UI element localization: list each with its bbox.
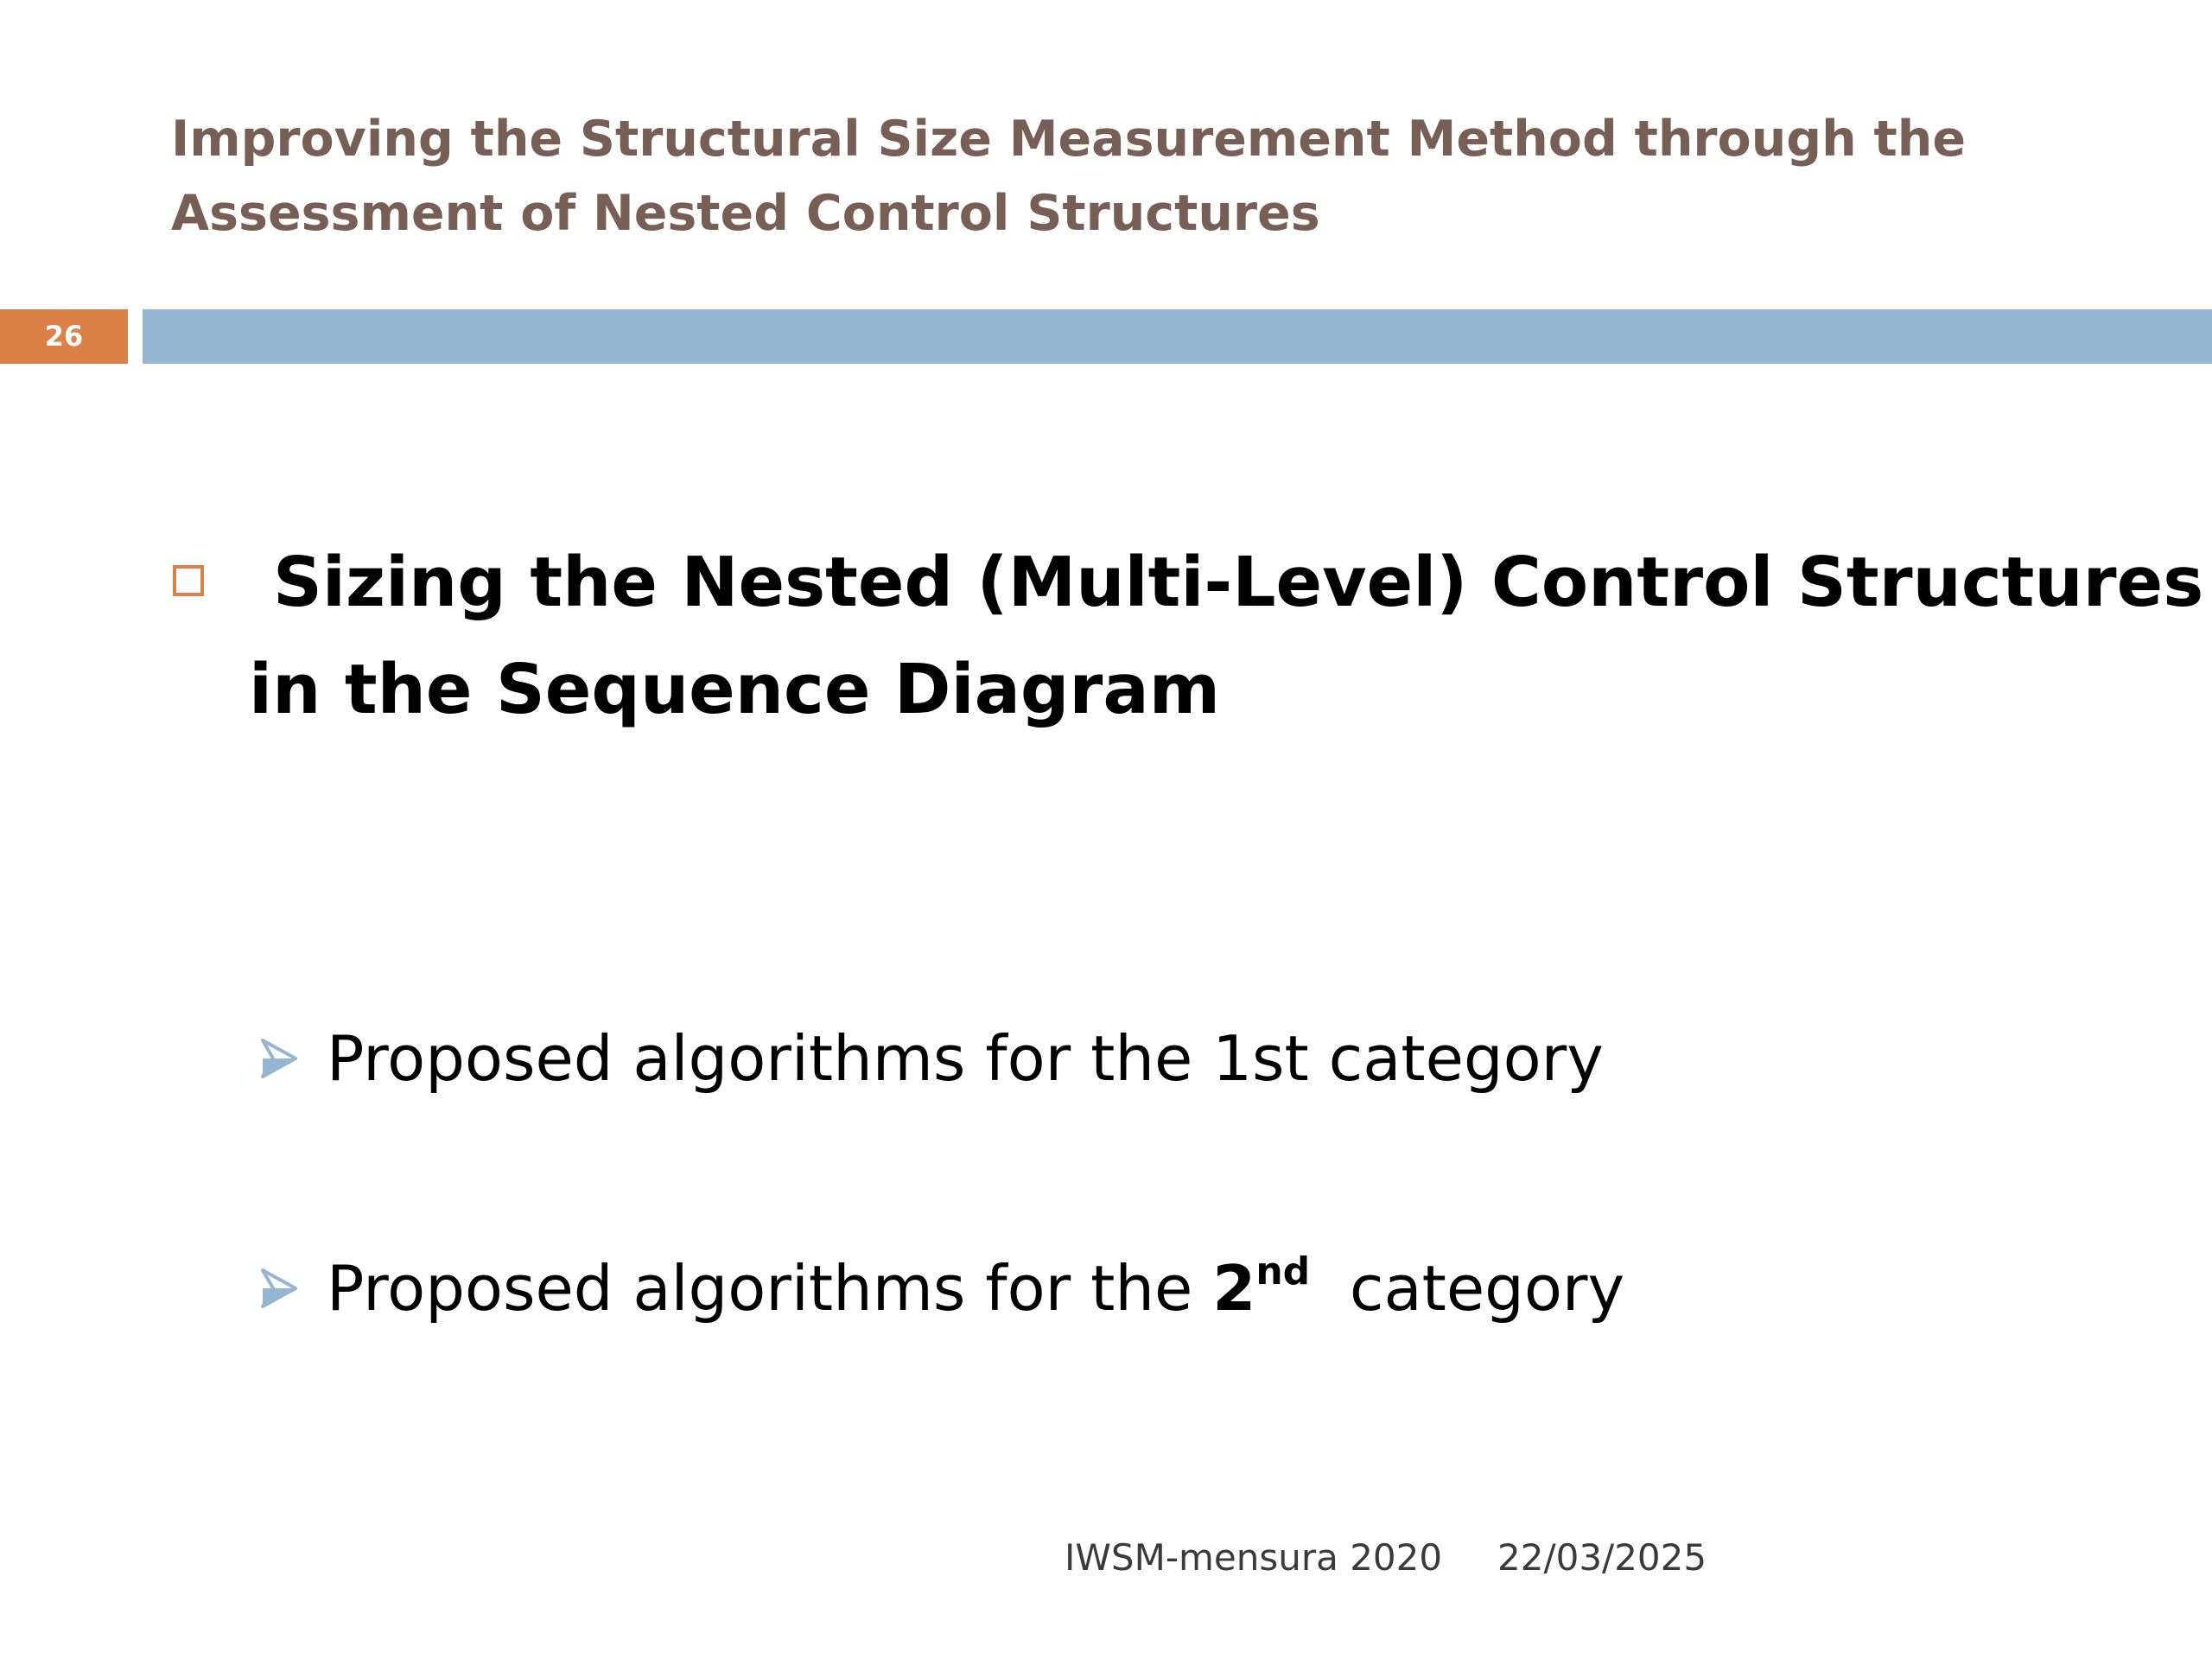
slide-number-badge: 26	[0, 309, 128, 364]
ordinal-number: 2	[1212, 1252, 1256, 1325]
title-accent-bar	[143, 309, 2212, 364]
sub-bullet-first-category	[259, 1011, 2074, 1106]
main-bullet-text	[249, 529, 2212, 743]
arrowhead-right-icon	[259, 1267, 299, 1310]
arrowhead-right-icon	[259, 1037, 299, 1080]
sub-bullet-prefix: Proposed algorithms for the	[327, 1252, 1193, 1325]
square-outline-icon	[173, 565, 204, 596]
sub-bullet-text	[327, 1241, 1624, 1336]
main-bullet-line1: Sizing the Nested (Multi-Level) Control Structures	[273, 543, 2204, 622]
footer-date: 22/03/2025	[1497, 1536, 1707, 1579]
slide-header-title	[171, 102, 1966, 251]
sub-bullet-after: category	[1349, 1252, 1625, 1325]
footer-conference: IWSM-mensura 2020	[1065, 1536, 1443, 1579]
header-title-line2: Assessment of Nested Control Structures	[171, 185, 1320, 242]
main-bullet-line2: in the Sequence Diagram	[249, 650, 1221, 729]
sub-bullet-second-category	[259, 1241, 2074, 1336]
sub-bullet-text: Proposed algorithms for the 1st category	[327, 1022, 1604, 1095]
header-title-line1: Improving the Structural Size Measurement Method through the	[171, 111, 1966, 168]
ordinal-suffix: nd	[1255, 1249, 1311, 1294]
